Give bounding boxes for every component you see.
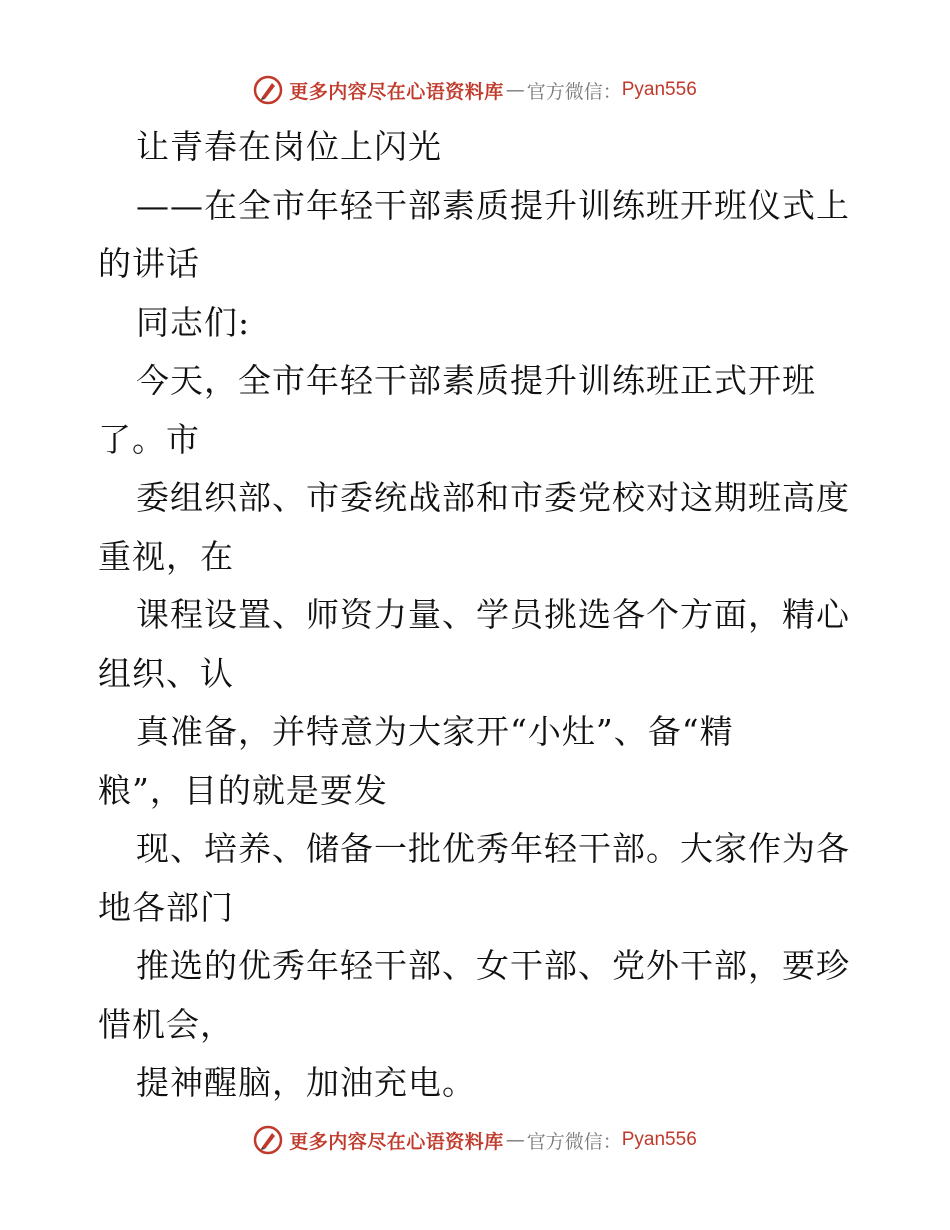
document-line: 惜机会， bbox=[98, 1004, 234, 1044]
header-banner bbox=[0, 70, 950, 110]
document-line: 让青春在岗位上闪光 bbox=[136, 127, 442, 166]
document-line: 课程设置、师资力量、学员挑选各个方面，精心 bbox=[136, 595, 850, 634]
banner-separator: — bbox=[505, 1129, 525, 1151]
document-line: 地各部门 bbox=[98, 887, 234, 927]
banner-separator: — bbox=[505, 79, 525, 101]
document-line: 组织、认 bbox=[98, 653, 234, 693]
document-line: 提神醒脑，加油充电。 bbox=[136, 1063, 476, 1102]
document-line: 了。市 bbox=[98, 419, 200, 459]
document-line: 粮”，目的就是要发 bbox=[98, 770, 388, 810]
pen-logo-icon bbox=[253, 1125, 283, 1155]
document-line: 推选的优秀年轻干部、女干部、党外干部，要珍 bbox=[136, 946, 850, 985]
document-line: ——在全市年轻干部素质提升训练班开班仪式上 bbox=[136, 185, 850, 225]
footer-banner bbox=[0, 1120, 950, 1160]
banner-wechat-id: Pyan556 bbox=[621, 1129, 697, 1150]
document-line: 真准备，并特意为大家开“小灶”、备“精 bbox=[136, 712, 734, 751]
document-line: 现、培养、储备一批优秀年轻干部。大家作为各 bbox=[136, 829, 850, 868]
document-line: 同志们: bbox=[136, 302, 251, 342]
document-body bbox=[98, 118, 858, 1113]
document-line: 今天，全市年轻干部素质提升训练班正式开班 bbox=[136, 361, 816, 400]
banner-main-text: 更多内容尽在心语资料库 bbox=[289, 1130, 504, 1153]
document-line: 重视，在 bbox=[98, 536, 234, 576]
banner-sub-text: 官方微信： bbox=[526, 80, 622, 103]
banner-main-text: 更多内容尽在心语资料库 bbox=[289, 80, 504, 103]
document-line: 的讲话 bbox=[98, 244, 200, 283]
document-line: 委组织部、市委统战部和市委党校对这期班高度 bbox=[136, 478, 850, 517]
banner-wechat-id: Pyan556 bbox=[621, 79, 697, 100]
banner-sub-text: 官方微信： bbox=[526, 1130, 622, 1153]
pen-logo-icon bbox=[253, 75, 283, 105]
